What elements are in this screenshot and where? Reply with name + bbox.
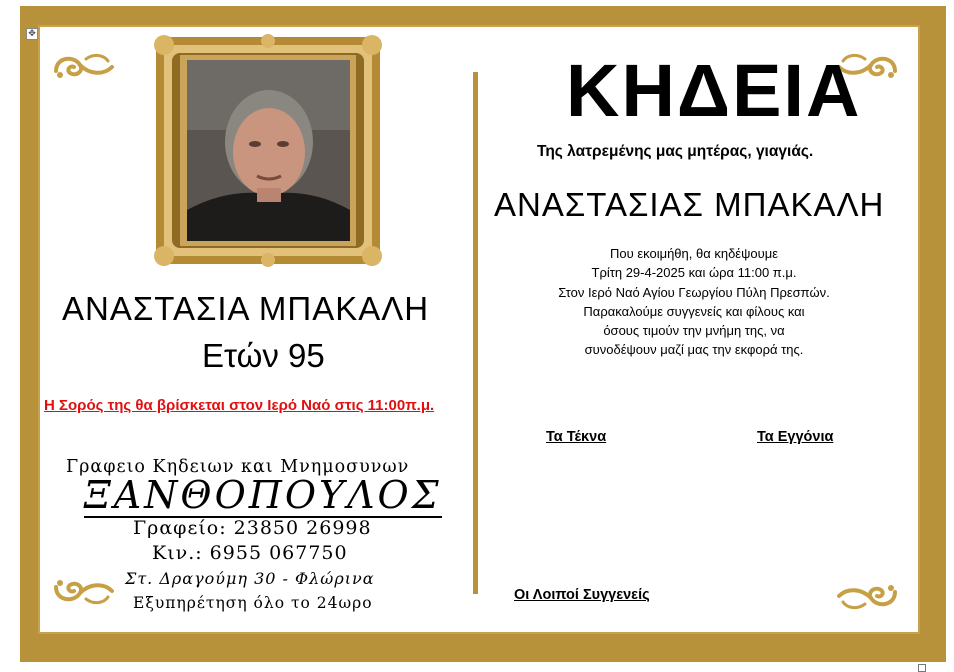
message-line: όσους τιμούν την μνήμη της, να: [603, 323, 785, 339]
signature-relatives: Οι Λοιποί Συγγενείς: [514, 587, 650, 603]
deceased-name-left: ΑΝΑΣΤΑΣΙΑ ΜΠΑΚΑΛΗ: [62, 290, 430, 327]
dedication-subtitle: Της λατρεμένης μας μητέρας, γιαγιάς.: [537, 143, 814, 160]
message-line: συνοδέψουν μαζί μας την εκφορά της.: [584, 342, 804, 358]
scroll-ornament-icon: [833, 580, 901, 614]
message-line: Παρακαλούμε συγγενείς και φίλους και: [583, 303, 805, 319]
vertical-divider: [473, 72, 478, 594]
office-address: Στ. Δραγούμη 30 - Φλώρινα: [125, 569, 375, 588]
message-line: Στον Ιερό Ναό Αγίου Γεωργίου Πύλη Πρεσπών.: [558, 284, 830, 300]
message-line: Τρίτη 29-4-2025 και ώρα 11:00 π.μ.: [591, 265, 797, 281]
portrait-frame: [152, 33, 384, 268]
move-handle-icon[interactable]: ✥: [26, 28, 38, 40]
scroll-ornament-icon: [50, 49, 118, 83]
office-service-hours: Εξυπηρέτηση όλο το 24ωρο: [133, 594, 373, 612]
signature-grandchildren: Τα Εγγόνια: [757, 429, 834, 445]
wake-note: Η Σορός της θα βρίσκεται στον Ιερό Ναό στις 11:00π.μ.: [44, 397, 435, 414]
funeral-message: [484, 244, 904, 360]
funeral-headline: ΚΗΔΕΙΑ: [566, 49, 862, 132]
message-line: Που εκοιμήθη, θα κηδέψουμε: [609, 246, 778, 261]
funeral-office-title: Γραφειο Κηδειων και Μνημοσυνων: [66, 457, 410, 477]
deceased-name-right: ΑΝΑΣΤΑΣΙΑΣ ΜΠΑΚΑΛΗ: [494, 186, 885, 223]
signature-children: Τα Τέκνα: [546, 429, 607, 445]
deceased-age: Ετών 95: [202, 337, 325, 374]
office-phone: Γραφείο: 23850 26998: [133, 517, 372, 539]
deceased-portrait: [187, 60, 350, 241]
scroll-ornament-icon: [50, 575, 118, 609]
funeral-office-brand: ΞΑΝΘΟΠΟΥΛΟΣ: [84, 473, 442, 517]
office-mobile: Κιν.: 6955 067750: [152, 542, 348, 564]
